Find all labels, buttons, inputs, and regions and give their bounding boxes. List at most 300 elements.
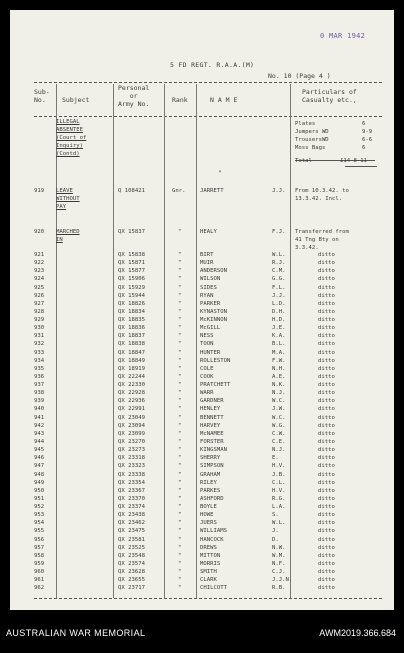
header-subno: Sub- No. (34, 88, 50, 104)
particulars: ditto (318, 504, 335, 511)
entry-number: 944 (34, 438, 45, 445)
particulars: ditto (318, 544, 335, 551)
rank: " (178, 560, 182, 567)
surname: KINGSMAN (200, 447, 227, 454)
particulars: ditto (318, 569, 335, 576)
particulars: ditto (318, 308, 335, 315)
rank: " (178, 390, 182, 397)
surname: GRAHAM (200, 471, 221, 478)
army-number: QX 22330 (118, 382, 145, 389)
army-number: QX 15944 (118, 292, 145, 299)
particulars: ditto (318, 268, 335, 275)
surname: KYNASTON (200, 308, 227, 315)
particulars: ditto (318, 479, 335, 486)
rank: " (178, 229, 182, 235)
initials: W.L. (272, 252, 286, 258)
rank: " (178, 544, 182, 551)
header-rule-bottom (34, 116, 382, 117)
entry-number: 948 (34, 471, 45, 478)
initials: D. (272, 536, 279, 543)
army-number: QX 18919 (118, 365, 145, 372)
initials: L.A. (272, 504, 286, 511)
particulars: ditto (318, 333, 335, 340)
army-number: QX 23270 (118, 438, 145, 445)
header-rule-top (34, 82, 382, 83)
army-number: Q 108421 (118, 188, 145, 194)
army-number: QX 23273 (118, 447, 145, 454)
entry-number: 945 (34, 447, 45, 454)
rank: " (178, 308, 182, 315)
column-divider-subno (56, 84, 57, 598)
rank: " (178, 317, 182, 324)
surname: HEALY (200, 229, 217, 235)
initials: G.G. (272, 276, 286, 283)
army-number: QX 23548 (118, 552, 145, 559)
particulars: ditto (318, 317, 335, 324)
entry-number: 937 (34, 382, 45, 389)
entry-number: 946 (34, 455, 45, 462)
surname: RYAN (200, 292, 214, 299)
surname: ASHFORD (200, 495, 224, 502)
rank: " (178, 252, 182, 258)
initials: B.L. (272, 341, 286, 348)
rank: " (178, 504, 182, 511)
rank: " (178, 349, 182, 356)
entry-number: 938 (34, 390, 45, 397)
leave-subject: LEAVE WITHOUT PAY (56, 188, 80, 210)
army-number: QX 23462 (118, 520, 145, 527)
particulars: ditto (318, 300, 335, 307)
rank: " (178, 260, 182, 267)
rank: " (178, 341, 182, 348)
particulars: ditto (318, 349, 335, 356)
particulars: From 10.3.42. to 13.3.42. Incl. (295, 188, 349, 202)
rank: " (178, 479, 182, 486)
initials: A.E. (272, 373, 286, 380)
army-number: QX 15838 (118, 252, 145, 258)
initials: N.H. (272, 365, 286, 372)
entry-number: 927 (34, 300, 45, 307)
surname: ROLLESTON (200, 357, 231, 364)
initials: J.E. (272, 325, 286, 332)
particulars: ditto (318, 577, 335, 584)
particulars: ditto (318, 455, 335, 462)
particulars: ditto (318, 365, 335, 372)
rank: " (178, 365, 182, 372)
entry-number: 930 (34, 325, 45, 332)
surname: HANCOCK (200, 536, 224, 543)
army-number: QX 23581 (118, 536, 145, 543)
surname: WILSON (200, 276, 221, 283)
kit-item-value: 6-6 (362, 137, 373, 143)
particulars: ditto (318, 528, 335, 535)
footer-source: AUSTRALIAN WAR MEMORIAL (6, 628, 146, 638)
initials: D.H. (272, 308, 286, 315)
entry-number: 926 (34, 292, 45, 299)
surname: MORRIS (200, 560, 221, 567)
rank: " (178, 292, 182, 299)
surname: SIDES (200, 284, 217, 291)
header-name: N A M E (210, 96, 238, 104)
army-number: QX 23574 (118, 560, 145, 567)
entry-number: 933 (34, 349, 45, 356)
initials: R.B. (272, 585, 286, 592)
entry-number: 920 (34, 229, 45, 235)
rank: " (178, 357, 182, 364)
entry-number: 960 (34, 569, 45, 576)
surname: HARVEY (200, 422, 221, 429)
particulars: ditto (318, 414, 335, 421)
ditto-mark: " (218, 170, 222, 177)
initials: K.A. (272, 333, 286, 340)
army-number: QX 18838 (118, 341, 145, 348)
rank: Gnr. (172, 188, 186, 194)
army-number: QX 23438 (118, 512, 145, 519)
entry-number: 951 (34, 495, 45, 502)
army-number: QX 23323 (118, 463, 145, 470)
initials: J.B. (272, 471, 286, 478)
kit-item-label: Plates (295, 121, 316, 127)
particulars: ditto (318, 252, 335, 258)
particulars: ditto (318, 325, 335, 332)
particulars: ditto (318, 284, 335, 291)
particulars: ditto (318, 552, 335, 559)
initials: W.M. (272, 552, 286, 559)
initials: C.E. (272, 438, 286, 445)
initials: C.W. (272, 430, 286, 437)
particulars: ditto (318, 560, 335, 567)
army-number: QX 23655 (118, 577, 145, 584)
army-number: QX 22991 (118, 406, 145, 413)
kit-item-label: Jumpers WD (295, 129, 329, 135)
rank: " (178, 430, 182, 437)
initials: H.V. (272, 487, 286, 494)
particulars: ditto (318, 430, 335, 437)
initials: J.J. (272, 292, 286, 299)
entry-number: 931 (34, 333, 45, 340)
kit-item-label: Moss Bags (295, 145, 326, 151)
army-number: QX 23099 (118, 430, 145, 437)
army-number: QX 23717 (118, 585, 145, 592)
initials: L.D. (272, 300, 286, 307)
entry-number: 936 (34, 373, 45, 380)
army-number: QX 15837 (118, 229, 145, 235)
particulars: ditto (318, 398, 335, 405)
particulars: ditto (318, 495, 335, 502)
surname: WARR (200, 390, 214, 397)
total-value: £14-8-11 (340, 158, 367, 164)
army-number: QX 18826 (118, 300, 145, 307)
surname: CLARK (200, 577, 217, 584)
rank: " (178, 268, 182, 275)
rank: " (178, 463, 182, 470)
army-number: QX 18836 (118, 325, 145, 332)
column-divider-army (164, 84, 165, 598)
rank: " (178, 487, 182, 494)
initials: J.J.N. (272, 577, 293, 584)
army-number: QX 18834 (118, 308, 145, 315)
particulars: Transferred from 41 Tng Bty on 3.3.42. (295, 229, 349, 251)
surname: DREWS (200, 544, 217, 551)
entry-number: 956 (34, 536, 45, 543)
particulars: ditto (318, 382, 335, 389)
rank: " (178, 422, 182, 429)
initials: N.J. (272, 447, 286, 454)
army-number: QX 23354 (118, 479, 145, 486)
army-number: QX 23318 (118, 455, 145, 462)
surname: COLE (200, 365, 214, 372)
surname: McKINNON (200, 317, 227, 324)
entry-number: 928 (34, 308, 45, 315)
surname: SIMPSON (200, 463, 224, 470)
initials: N.W. (272, 544, 286, 551)
entry-number: 941 (34, 414, 45, 421)
illegal-absentee-subject: ILLEGAL ABSENTEE (Court of Inquiry) (Contd) (56, 119, 87, 157)
surname: ANDERSON (200, 268, 227, 275)
particulars: ditto (318, 463, 335, 470)
surname: McNAMEE (200, 430, 224, 437)
entry-number: 957 (34, 544, 45, 551)
army-number: QX 23367 (118, 487, 145, 494)
surname: BIRT (200, 252, 214, 258)
particulars: ditto (318, 585, 335, 592)
entry-number: 952 (34, 504, 45, 511)
initials: J. (272, 528, 279, 535)
kit-item-value: 6 (362, 121, 366, 127)
army-number: QX 23525 (118, 544, 145, 551)
entry-number: 954 (34, 520, 45, 527)
army-number: QX 23094 (118, 422, 145, 429)
rank: " (178, 585, 182, 592)
date-stamp: 0 MAR 1942 (320, 32, 366, 40)
entry-number: 934 (34, 357, 45, 364)
particulars: ditto (318, 373, 335, 380)
entry-number: 923 (34, 268, 45, 275)
surname: SMITH (200, 569, 217, 576)
entry-number: 949 (34, 479, 45, 486)
page-number: No. 10 (Page 4 ) (268, 72, 331, 80)
footer-reference: AWM2019.366.684 (319, 628, 396, 638)
rank: " (178, 414, 182, 421)
initials: H.V. (272, 463, 286, 470)
army-number: QX 18849 (118, 357, 145, 364)
entry-number: 955 (34, 528, 45, 535)
header-particulars: Particulars of Casualty etc., (302, 88, 357, 104)
initials: H.D. (272, 317, 286, 324)
surname: CHILCOTT (200, 585, 227, 592)
initials: N.F. (272, 560, 286, 567)
initials: M.A. (272, 349, 286, 356)
rank: " (178, 325, 182, 332)
initials: R.G. (272, 495, 286, 502)
rank: " (178, 471, 182, 478)
particulars: ditto (318, 438, 335, 445)
particulars: ditto (318, 447, 335, 454)
rank: " (178, 577, 182, 584)
entry-number: 942 (34, 422, 45, 429)
army-number: QX 18835 (118, 317, 145, 324)
rank: " (178, 284, 182, 291)
column-divider-name (290, 84, 291, 598)
total-label: Total (295, 158, 312, 164)
army-number: QX 23370 (118, 495, 145, 502)
rank: " (178, 528, 182, 535)
rank: " (178, 406, 182, 413)
particulars: ditto (318, 390, 335, 397)
entry-number: 932 (34, 341, 45, 348)
rank: " (178, 536, 182, 543)
initials: W.C. (272, 414, 286, 421)
surname: TOON (200, 341, 214, 348)
surname: BENNETT (200, 414, 224, 421)
army-number: QX 22936 (118, 398, 145, 405)
army-number: QX 18847 (118, 349, 145, 356)
army-number: QX 23338 (118, 471, 145, 478)
surname: HUNTER (200, 349, 221, 356)
rank: " (178, 455, 182, 462)
kit-item-label: TrousersWD (295, 137, 329, 143)
total-underline (345, 166, 377, 167)
particulars: ditto (318, 276, 335, 283)
surname: MUIR (200, 260, 214, 267)
army-number: QX 15906 (118, 276, 145, 283)
surname: MITTON (200, 552, 221, 559)
entry-number: 940 (34, 406, 45, 413)
initials: J.J. (272, 188, 286, 194)
army-number: QX 15871 (118, 260, 145, 267)
army-number: QX 22244 (118, 373, 145, 380)
surname: COOK (200, 373, 214, 380)
particulars: ditto (318, 292, 335, 299)
initials: F.L. (272, 284, 286, 291)
surname: BOYLE (200, 504, 217, 511)
unit-title: 5 FD REGT. R.A.A.(M) (170, 61, 255, 69)
entry-number: 950 (34, 487, 45, 494)
army-number: QX 15877 (118, 268, 145, 275)
kit-item-value: 6 (362, 145, 366, 151)
surname: WILLIAMS (200, 528, 227, 535)
initials: S. (272, 512, 279, 519)
entry-number: 929 (34, 317, 45, 324)
army-number: QX 22928 (118, 390, 145, 397)
surname: GARDNER (200, 398, 224, 405)
particulars: ditto (318, 422, 335, 429)
initials: E. (272, 455, 279, 462)
header-rank: Rank (172, 96, 188, 104)
entry-number: 925 (34, 284, 45, 291)
surname: JARRETT (200, 188, 224, 194)
header-subject: Subject (62, 96, 90, 104)
entry-number: 961 (34, 577, 45, 584)
entry-number: 943 (34, 430, 45, 437)
rank: " (178, 447, 182, 454)
particulars: ditto (318, 512, 335, 519)
entry-number: 935 (34, 365, 45, 372)
rank: " (178, 373, 182, 380)
surname: McGILL (200, 325, 221, 332)
army-number: QX 23374 (118, 504, 145, 511)
footer-bar (0, 611, 404, 653)
rank: " (178, 495, 182, 502)
document-page (10, 10, 394, 610)
entry-number: 947 (34, 463, 45, 470)
initials: F.W. (272, 357, 286, 364)
rank: " (178, 333, 182, 340)
entry-number: 924 (34, 276, 45, 283)
initials: C.M. (272, 268, 286, 275)
surname: PRATCHETT (200, 382, 231, 389)
particulars: ditto (318, 260, 335, 267)
header-personal: Personal or Army No. (118, 84, 150, 108)
army-number: QX 23049 (118, 414, 145, 421)
table-rule-bottom (34, 598, 382, 599)
army-number: QX 23475 (118, 528, 145, 535)
column-divider-subject (113, 84, 114, 598)
initials: C.L. (272, 479, 286, 486)
initials: W.G. (272, 422, 286, 429)
entry-number: 959 (34, 560, 45, 567)
particulars: ditto (318, 487, 335, 494)
particulars: ditto (318, 471, 335, 478)
particulars: ditto (318, 406, 335, 413)
surname: NESS (200, 333, 214, 340)
entry-number: 922 (34, 260, 45, 267)
surname: PARKES (200, 487, 221, 494)
surname: PARKER (200, 300, 221, 307)
entry-number: 958 (34, 552, 45, 559)
rank: " (178, 512, 182, 519)
initials: J.W. (272, 406, 286, 413)
initials: N.J. (272, 390, 286, 397)
surname: RILEY (200, 479, 217, 486)
surname: HENLEY (200, 406, 221, 413)
entry-number: 921 (34, 252, 45, 258)
entry-number: 953 (34, 512, 45, 519)
surname: HOWE (200, 512, 214, 519)
surname: SHERRY (200, 455, 221, 462)
marched-in-subject: MARCHED IN (56, 229, 80, 243)
surname: JUERS (200, 520, 217, 527)
rank: " (178, 398, 182, 405)
particulars: ditto (318, 520, 335, 527)
initials: N.K. (272, 382, 286, 389)
initials: W.L. (272, 520, 286, 527)
entry-number: 919 (34, 188, 45, 194)
initials: F.J. (272, 229, 286, 235)
column-divider-rank (196, 84, 197, 598)
initials: W.C. (272, 398, 286, 405)
army-number: QX 15929 (118, 284, 145, 291)
army-number: QX 18837 (118, 333, 145, 340)
rank: " (178, 438, 182, 445)
rank: " (178, 569, 182, 576)
rank: " (178, 520, 182, 527)
rank: " (178, 276, 182, 283)
particulars: ditto (318, 341, 335, 348)
surname: FORSTER (200, 438, 224, 445)
entry-number: 939 (34, 398, 45, 405)
initials: C.J. (272, 569, 286, 576)
rank: " (178, 552, 182, 559)
entry-number: 962 (34, 585, 45, 592)
initials: R.J. (272, 260, 286, 267)
rank: " (178, 300, 182, 307)
rank: " (178, 382, 182, 389)
kit-item-value: 9-9 (362, 129, 373, 135)
army-number: QX 23628 (118, 569, 145, 576)
particulars: ditto (318, 357, 335, 364)
particulars: ditto (318, 536, 335, 543)
